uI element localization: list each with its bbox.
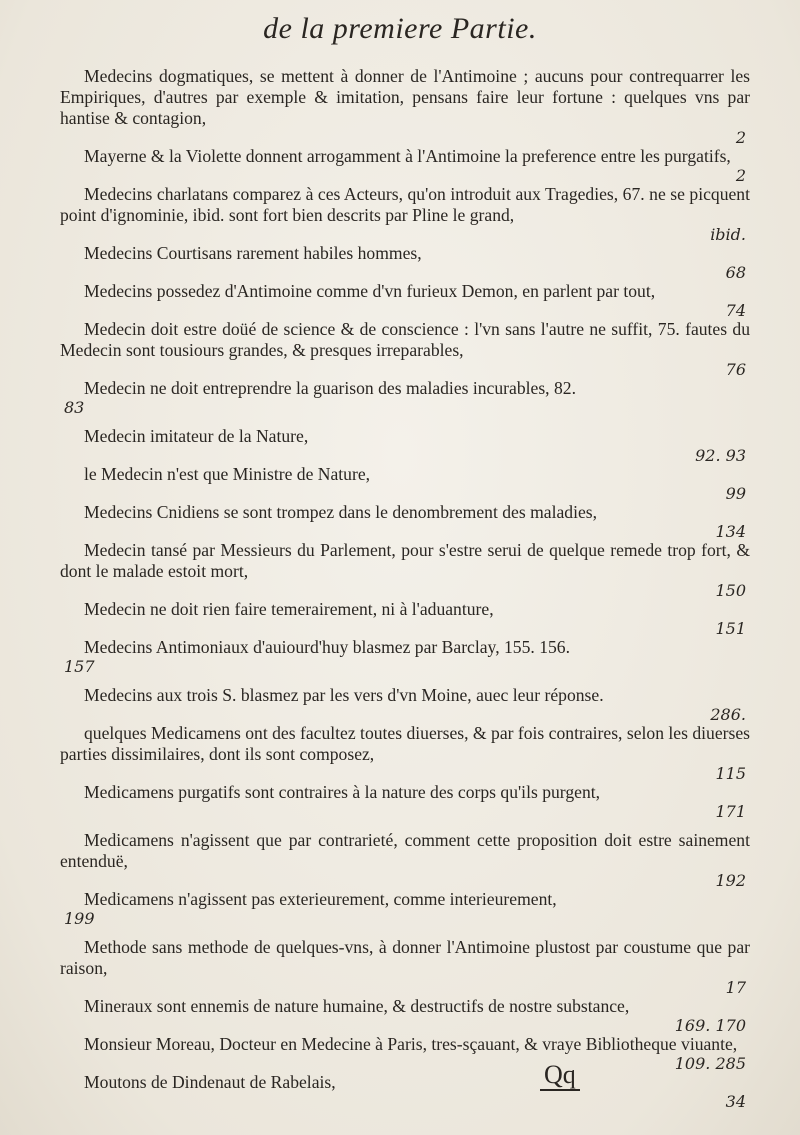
page-reference: 34 <box>725 1092 746 1111</box>
index-entry: Medicamens purgatifs sont contraires à la nature des corps qu'ils purgent, <box>84 782 601 802</box>
page-reference: 76 <box>725 360 746 379</box>
page-reference: 68 <box>725 263 746 282</box>
page-reference: ibid. <box>710 225 746 244</box>
page-reference: 74 <box>725 301 746 320</box>
index-entry: Medecins dogmatiques, se mettent à donner de l'Antimoine ; aucuns pour contrequarrer les Empiriques, d'autres par exemple & imitation, pensans faire leur fortune : quelques vns par hantise & contagion, <box>60 66 750 128</box>
page-reference: 2 <box>735 128 746 147</box>
index-entry: Medecin ne doit entreprendre la guarison des maladies incurables, 82. <box>84 378 576 398</box>
page-reference: 109. 285 <box>674 1054 746 1073</box>
index-entry: Medecins Antimoniaux d'auiourd'huy blasmez par Barclay, 155. 156. <box>84 637 570 657</box>
index-entry: Medicamens n'agissent pas exterieurement, comme interieurement, <box>84 889 557 909</box>
page-reference: 199 <box>64 909 95 928</box>
page-reference: 17 <box>725 978 746 997</box>
index-entry: Medecin ne doit rien faire temerairement, ni à l'aduanture, <box>84 599 494 619</box>
index-entry: Medecin doit estre doüé de science & de conscience : l'vn sans l'autre ne suffit, 75. fautes du Medecin sont tousiours grandes, & presques irreparables, <box>60 319 750 360</box>
index-entry: quelques Medicamens ont des facultez toutes diuerses, & par fois contraires, selon les diuerses parties dissimilaires, dont ils sont composez, <box>60 723 750 764</box>
index-entry: Medecins aux trois S. blasmez par les vers d'vn Moine, auec leur réponse. <box>84 685 604 705</box>
index-entry: Medicamens n'agissent que par contrarieté, comment cette proposition doit estre sainement entenduë, <box>60 830 750 871</box>
page-reference: 169. 170 <box>674 1016 746 1035</box>
page-reference: 286. <box>710 705 746 724</box>
index-entry: Medecins possedez d'Antimoine comme d'vn furieux Demon, en parlent par tout, <box>84 281 656 301</box>
page-reference: 115 <box>715 764 746 783</box>
index-entry: Medecin tansé par Messieurs du Parlement, pour s'estre serui de quelque remede trop fort, & dont le malade estoit mort, <box>60 540 750 581</box>
index-entry: Medecins charlatans comparez à ces Acteurs, qu'on introduit aux Tragedies, 67. ne se picquent point d'ignominie, ibid. sont fort bien descrits par Pline le grand, <box>60 184 750 225</box>
index-entry: le Medecin n'est que Ministre de Nature, <box>84 464 371 484</box>
index-entry: Moutons de Dindenaut de Rabelais, <box>84 1072 336 1092</box>
page-reference: 99 <box>725 484 746 503</box>
page-reference: 83 <box>64 398 85 417</box>
catchword <box>540 1060 580 1090</box>
index-entries <box>60 66 750 1110</box>
page-reference: 2 <box>735 166 746 185</box>
page-header: de la premiere Partie. <box>263 12 537 45</box>
index-entry: Medecins Cnidiens se sont trompez dans le denombrement des maladies, <box>84 502 598 522</box>
index-entry: Methode sans methode de quelques-vns, à donner l'Antimoine plustost par coustume que par raison, <box>60 937 750 978</box>
index-entry: Medecins Courtisans rarement habiles hommes, <box>84 243 422 263</box>
index-entry: Mineraux sont ennemis de nature humaine, & destructifs de nostre substance, <box>84 996 630 1016</box>
page-reference: 150 <box>715 581 746 600</box>
page-reference: 157 <box>64 657 95 676</box>
page-reference: 151 <box>715 619 746 638</box>
page-reference: 134 <box>715 522 746 541</box>
index-entry: Mayerne & la Violette donnent arrogamment à l'Antimoine la preference entre les purgatifs, <box>84 146 731 166</box>
page-reference: 192 <box>715 871 746 890</box>
index-entry: Medecin imitateur de la Nature, <box>84 426 309 446</box>
page-reference: 171 <box>715 802 746 821</box>
catchword-text: Qq <box>540 1060 580 1091</box>
index-entry: Monsieur Moreau, Docteur en Medecine à Paris, tres-sçauant, & vraye Bibliotheque viuante, <box>84 1034 738 1054</box>
page-reference: 92. 93 <box>695 446 746 465</box>
